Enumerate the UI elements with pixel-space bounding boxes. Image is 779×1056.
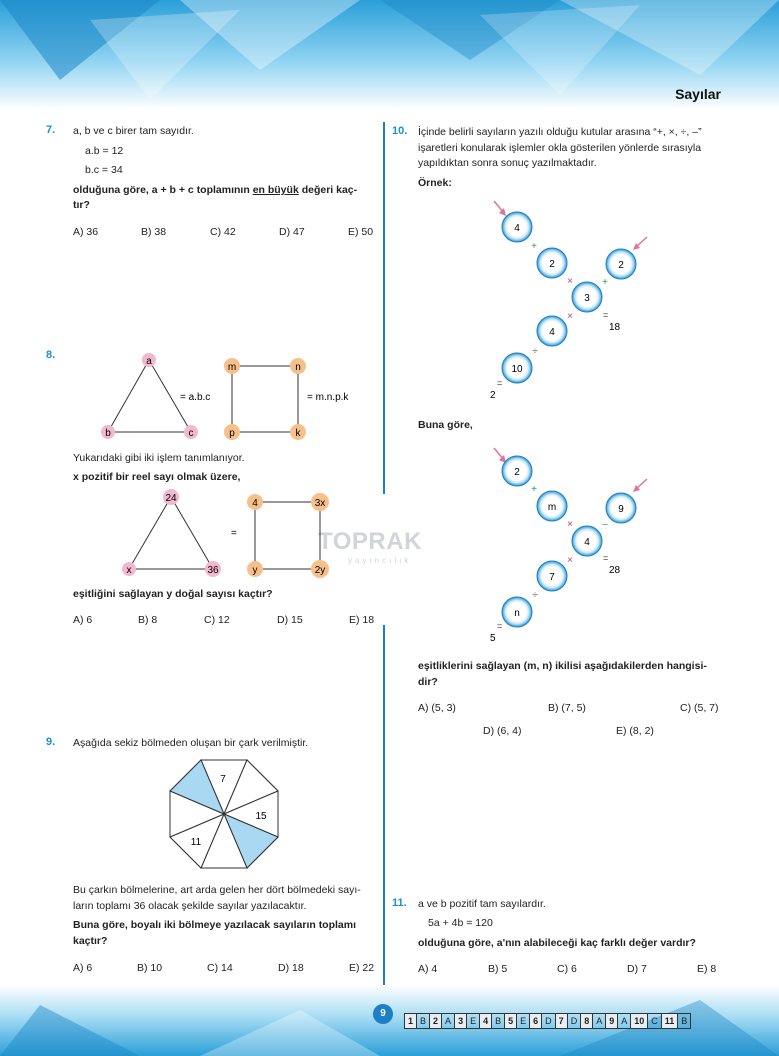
sector-label: 15 <box>255 811 267 822</box>
example-label: Örnek: <box>418 177 452 189</box>
option-a[interactable]: A) (5, 3) <box>418 702 456 714</box>
equation: b.c = 34 <box>85 164 123 176</box>
vertex-label: b <box>105 428 111 439</box>
question-diagram <box>484 440 654 650</box>
operator: × <box>567 519 573 530</box>
option-b[interactable]: B) 10 <box>137 962 163 974</box>
answer-key-letter: A <box>618 1014 631 1028</box>
circle-value: 4 <box>549 327 555 338</box>
square-figure <box>247 493 329 578</box>
equation: a.b = 12 <box>85 145 124 157</box>
option-c[interactable]: C) 42 <box>210 226 236 238</box>
vertex-label: 36 <box>207 565 219 576</box>
answer-key-letter: C <box>648 1014 662 1028</box>
answer-key-letter: B <box>417 1014 430 1028</box>
question-prompt: eşitliğini sağlayan y doğal sayısı kaçtır? <box>73 588 273 600</box>
question-prompt: eşitliklerini sağlayan (m, n) ikilisi aşağıdakilerden hangisi- <box>418 660 707 672</box>
question-text: Aşağıda sekiz bölmeden oluşan bir çark verilmiştir. <box>73 737 309 749</box>
circle-value: 3 <box>584 293 590 304</box>
question-number: 9. <box>46 736 56 748</box>
square-equation: = m.n.p.k <box>307 392 349 403</box>
answer-key-letter: E <box>517 1014 530 1028</box>
question-prompt: olduğuna göre, a + b + c toplamının en büyük değeri kaç- <box>73 184 358 196</box>
circle-value: 4 <box>514 223 520 234</box>
answer-key-number: 6 <box>530 1014 542 1028</box>
answer-key-number: 7 <box>556 1014 568 1028</box>
triangle-equation: = a.b.c <box>180 392 211 403</box>
vertex-label: a <box>146 356 152 367</box>
equation-figure <box>115 488 335 580</box>
sector-label: 7 <box>220 774 226 785</box>
option-d[interactable]: D) 47 <box>279 226 305 238</box>
equals-mark: = <box>497 378 503 388</box>
question-prompt: Buna göre, boyalı iki bölmeye yazılacak sayıların toplamı <box>73 919 357 931</box>
vertex-label: n <box>295 362 301 373</box>
answer-key-letter: D <box>542 1014 556 1028</box>
circle-value: 2 <box>549 259 555 270</box>
circle-value: 10 <box>511 364 523 375</box>
question-text: işaretleri konularak işlemler okla gösterilen yönlerde sırasıyla <box>418 142 702 154</box>
option-b[interactable]: B) 38 <box>141 226 167 238</box>
column-divider <box>383 625 385 997</box>
question-prompt: kaçtır? <box>73 935 108 947</box>
option-d[interactable]: D) (6, 4) <box>483 725 522 737</box>
question-text: yapıldıktan sonra sonuç yazılmaktadır. <box>418 157 597 169</box>
vertex-label: m <box>227 362 237 373</box>
question-text: a, b ve c birer tam sayıdır. <box>73 125 194 137</box>
option-a[interactable]: A) 6 <box>73 962 93 974</box>
vertex-label: 4 <box>252 498 258 509</box>
circle-value: n <box>514 608 520 619</box>
answer-key-number: 4 <box>480 1014 492 1028</box>
vertex-label: y <box>252 565 258 576</box>
option-e[interactable]: E) 50 <box>348 226 374 238</box>
equation: 5a + 4b = 120 <box>428 917 493 929</box>
answer-key-letter: B <box>681 1016 688 1026</box>
answer-key-number: 11 <box>662 1014 679 1028</box>
equals-sign: = <box>231 528 237 539</box>
answer-key-number: 10 <box>631 1014 648 1028</box>
option-d[interactable]: D) 7 <box>627 963 647 975</box>
option-b[interactable]: B) (7, 5) <box>548 702 586 714</box>
answer-key-number: 1 <box>405 1014 417 1028</box>
vertex-label: 24 <box>165 493 177 504</box>
equals-mark: = <box>497 621 503 631</box>
example-diagram <box>484 193 654 403</box>
column-divider <box>383 122 385 494</box>
question-text: Buna göre, <box>418 419 473 431</box>
option-a[interactable]: A) 6 <box>73 614 93 626</box>
question-prompt: olduğuna göre, a'nın alabileceği kaç farklı değer vardır? <box>418 937 696 949</box>
question-number: 11. <box>392 897 407 909</box>
question-text: İçinde belirli sayıların yazılı olduğu kutular arasına “+, ×, ÷, –” <box>418 126 702 138</box>
operator: × <box>567 311 573 322</box>
option-c[interactable]: C) 12 <box>204 614 230 626</box>
option-c[interactable]: C) 6 <box>557 963 577 975</box>
equals-mark: = <box>603 553 609 563</box>
option-a[interactable]: A) 4 <box>418 963 438 975</box>
result-value: 28 <box>609 565 621 576</box>
header-banner <box>0 0 779 110</box>
option-d[interactable]: D) 18 <box>278 962 304 974</box>
sector-label: 11 <box>190 837 202 848</box>
vertex-label: k <box>295 428 301 439</box>
answer-key-letter: E <box>467 1014 480 1028</box>
vertex-label: x <box>126 565 132 576</box>
answer-key-letter: B <box>492 1014 505 1028</box>
answer-key-number: 5 <box>505 1014 517 1028</box>
operator: × <box>567 555 573 566</box>
circle-value: 9 <box>618 504 624 515</box>
operator: – <box>602 519 608 530</box>
circle-value: 7 <box>549 572 555 583</box>
answer-key-letter: A <box>442 1014 455 1028</box>
question-text: x pozitif bir reel sayı olmak üzere, <box>73 471 241 483</box>
operator: + <box>531 241 537 252</box>
operation-definition-figure <box>95 350 365 445</box>
answer-key-letter: D <box>568 1014 582 1028</box>
answer-key-number: 3 <box>455 1014 467 1028</box>
question-text: Bu çarkın bölmelerine, art arda gelen her dört bölmedeki sayı- <box>73 884 361 896</box>
question-number: 8. <box>46 349 56 361</box>
vertex-label: c <box>188 428 194 439</box>
operator: × <box>567 276 573 287</box>
option-e[interactable]: E) 22 <box>349 962 375 974</box>
operator: ÷ <box>532 346 538 357</box>
triangle-figure <box>101 353 210 439</box>
circle-value: 4 <box>584 537 590 548</box>
option-b[interactable]: B) 8 <box>138 614 158 626</box>
option-b[interactable]: B) 5 <box>488 963 508 975</box>
question-number: 7. <box>46 124 56 136</box>
question-number: 10. <box>392 125 408 137</box>
operator: + <box>602 277 608 288</box>
option-c[interactable]: C) (5, 7) <box>680 702 719 714</box>
option-e[interactable]: E) 8 <box>697 963 717 975</box>
option-d[interactable]: D) 15 <box>277 614 303 626</box>
option-e[interactable]: E) (8, 2) <box>616 725 654 737</box>
square-figure <box>224 358 349 440</box>
vertex-label: p <box>229 428 235 439</box>
triangle-figure <box>122 489 221 577</box>
circle-value: 2 <box>514 467 520 478</box>
answer-key-number: 8 <box>581 1014 593 1028</box>
circle-value: m <box>547 502 557 513</box>
circle-value: 2 <box>618 260 624 271</box>
operator: ÷ <box>532 590 538 601</box>
result-value: 2 <box>490 390 496 401</box>
page-title: Sayılar <box>675 86 721 102</box>
publisher-watermark: TOPRAK yayıncılık <box>318 528 422 565</box>
answer-key-number: 2 <box>430 1014 442 1028</box>
question-text: ların toplamı 36 olacak şekilde sayılar yazılacaktır. <box>73 900 307 912</box>
result-value: 18 <box>609 322 621 333</box>
answer-key-bar <box>404 1013 691 1029</box>
vertex-label: 3x <box>314 498 326 509</box>
page-number: 9 <box>373 1004 393 1024</box>
result-value: 5 <box>490 633 496 644</box>
option-c[interactable]: C) 14 <box>207 962 233 974</box>
answer-key-letter: A <box>593 1014 606 1028</box>
question-prompt-cont: tır? <box>73 199 90 211</box>
wheel-figure <box>168 758 280 870</box>
equals-mark: = <box>603 310 609 320</box>
vertex-label: 2y <box>314 565 326 576</box>
option-e[interactable]: E) 18 <box>349 614 375 626</box>
question-text: a ve b pozitif tam sayılardır. <box>418 898 546 910</box>
operator: + <box>531 484 537 495</box>
option-a[interactable]: A) 36 <box>73 226 99 238</box>
question-prompt: dir? <box>418 676 438 688</box>
question-text: Yukarıdaki gibi iki işlem tanımlanıyor. <box>73 452 245 464</box>
answer-key-number: 9 <box>606 1014 618 1028</box>
